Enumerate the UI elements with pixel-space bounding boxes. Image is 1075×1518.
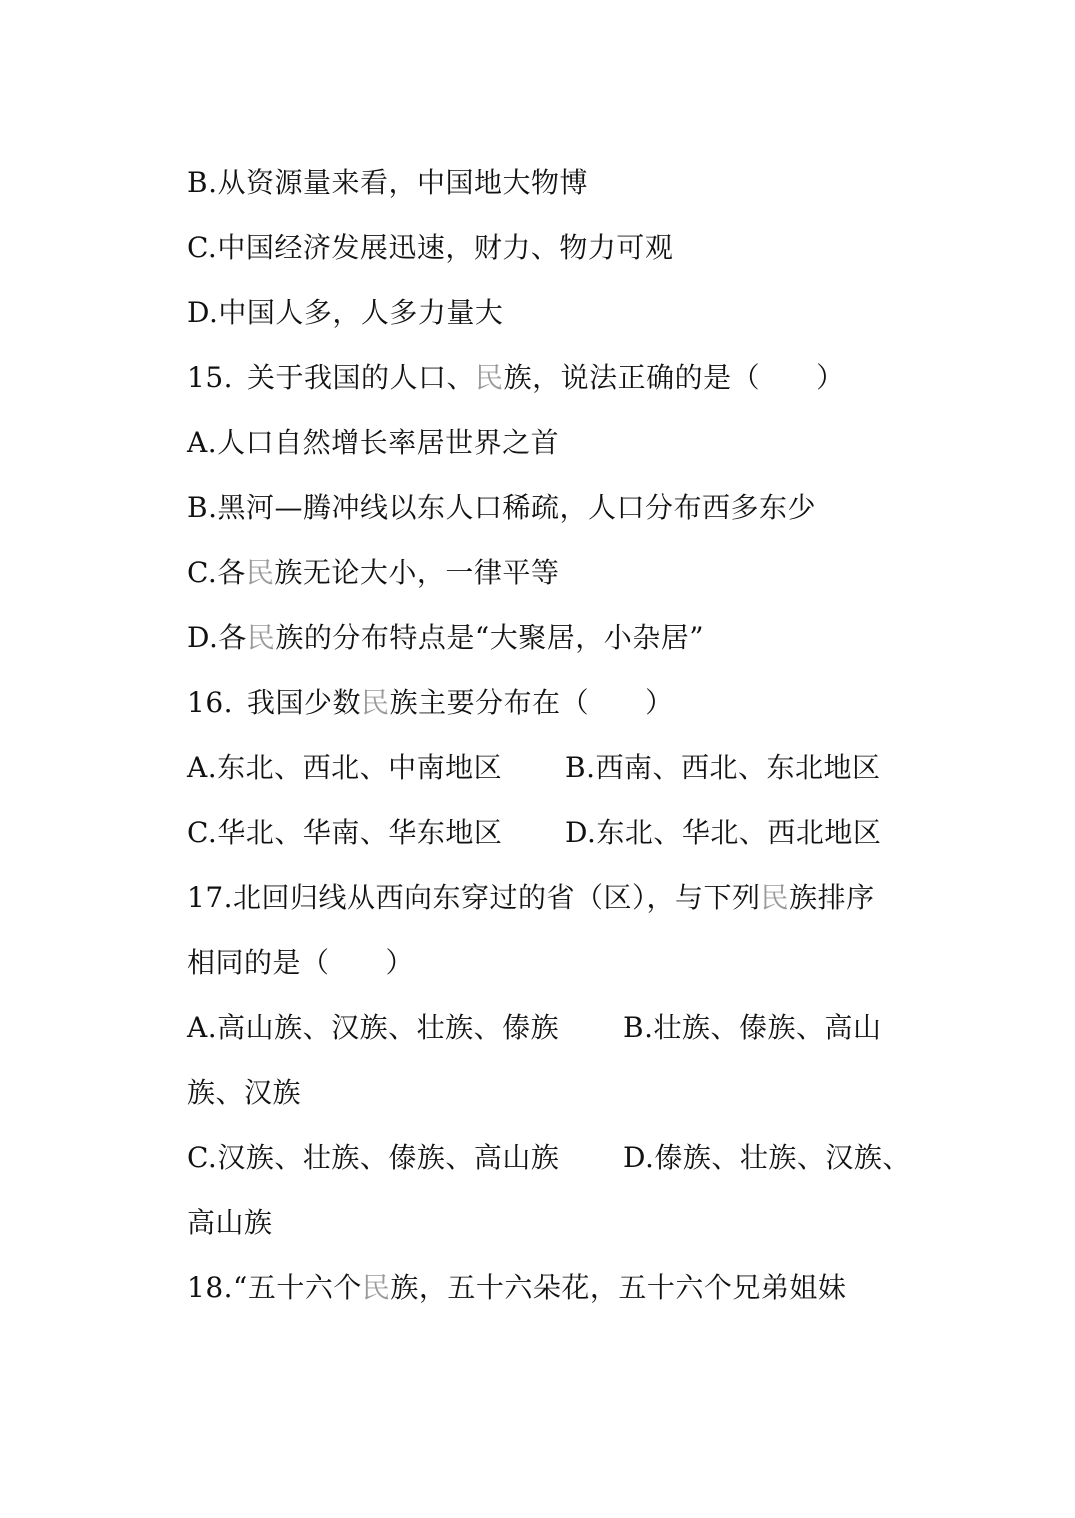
q17-option-d-continued: 高山族 — [187, 1206, 273, 1239]
q16-option-d: D.东北、华北、西北地区 — [565, 816, 882, 849]
q14-option-b: B.从资源量来看，中国地大物博 — [187, 166, 588, 199]
q15-option-a: A.人口自然增长率居世界之首 — [187, 426, 560, 459]
q16-option-a: A.东北、西北、中南地区 — [187, 751, 503, 784]
q17-stem-line-1: 17.北回归线从西向东穿过的省（区），与下列民族排序 — [187, 881, 875, 914]
q17-option-b-continued: 族、汉族 — [187, 1076, 302, 1109]
q17-option-c: C.汉族、壮族、傣族、高山族 — [187, 1141, 560, 1174]
q18-stem: 18.“五十六个民族，五十六朵花，五十六个兄弟姐妹 — [187, 1271, 847, 1304]
q17-options-row-1 — [187, 1008, 907, 1048]
q14-option-c: C.中国经济发展迅速，财力、物力可观 — [187, 231, 674, 264]
q16-option-b: B.西南、西北、东北地区 — [565, 751, 881, 784]
q16-stem: 16. 我国少数民族主要分布在（ ） — [187, 686, 674, 719]
q15-stem: 15. 关于我国的人口、民族，说法正确的是（ ） — [187, 361, 845, 394]
question-number: 15. — [187, 361, 234, 394]
question-number: 16. — [187, 686, 234, 719]
q15-option-b: B.黑河—腾冲线以东人口稀疏，人口分布西多东少 — [187, 491, 816, 524]
q16-options-row-2 — [187, 813, 907, 853]
q16-options-row-1 — [187, 748, 907, 788]
q16-option-c: C.华北、华南、华东地区 — [187, 816, 503, 849]
q15-option-c: C.各民族无论大小，一律平等 — [187, 556, 560, 589]
q14-option-d: D.中国人多，人多力量大 — [187, 296, 504, 329]
q15-option-d: D.各民族的分布特点是“大聚居，小杂居” — [187, 621, 705, 654]
q17-option-b: B.壮族、傣族、高山 — [623, 1011, 882, 1044]
q17-option-a: A.高山族、汉族、壮族、傣族 — [187, 1011, 560, 1044]
q17-options-row-2 — [187, 1138, 927, 1178]
q17-option-d: D.傣族、壮族、汉族、 — [623, 1141, 911, 1174]
q17-stem-line-2: 相同的是（ ） — [187, 946, 415, 979]
